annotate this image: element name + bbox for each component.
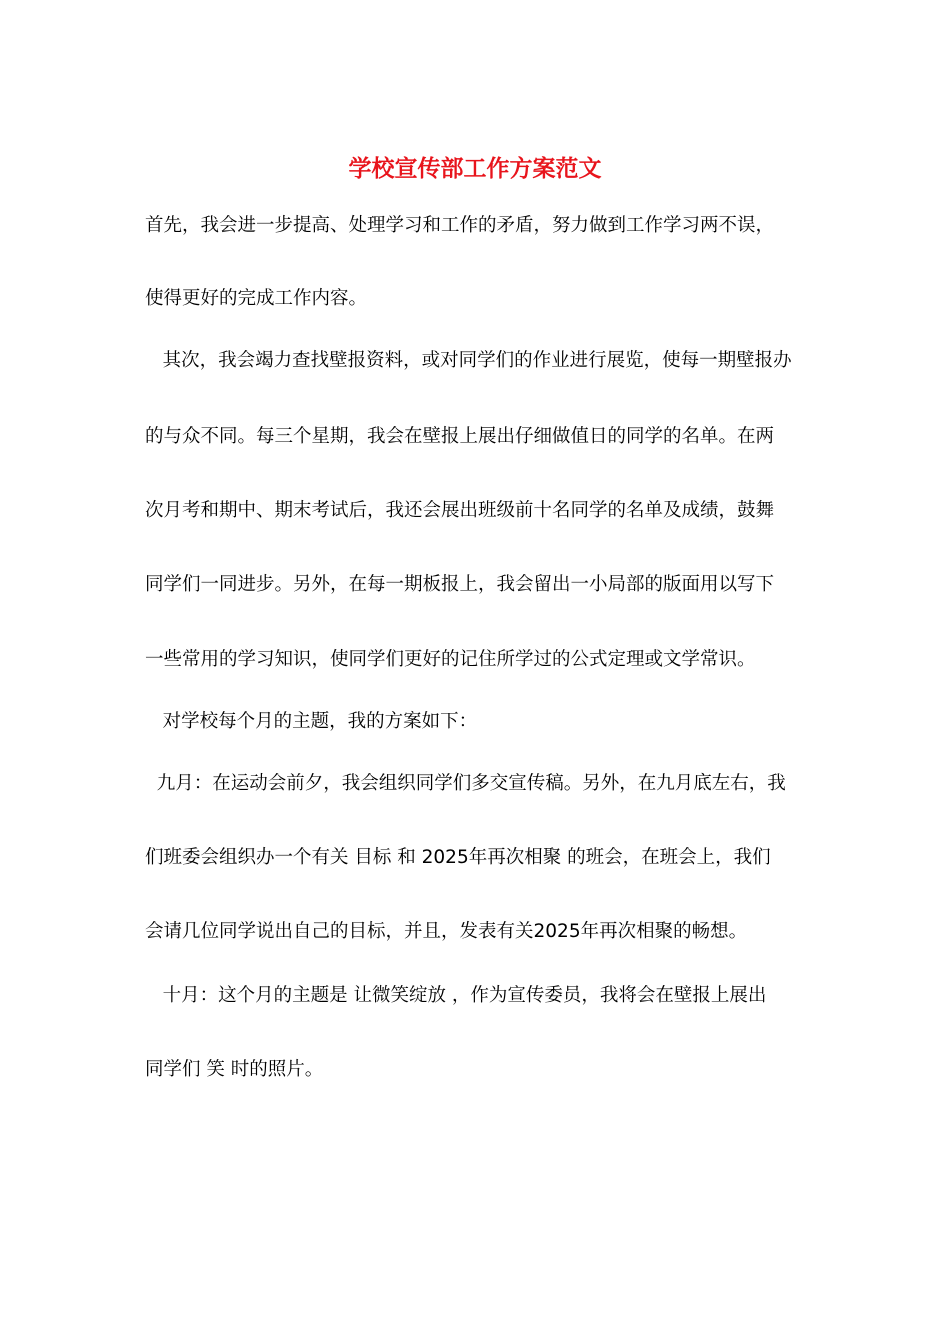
paragraph-line: 们班委会组织办一个有关 目标 和 2025年再次相聚 的班会，在班会上，我们 xyxy=(145,847,771,868)
paragraph-line: 使得更好的完成工作内容。 xyxy=(145,288,368,309)
paragraph-line: 一些常用的学习知识，使同学们更好的记住所学过的公式定理或文学常识。 xyxy=(145,649,756,670)
paragraph-line: 对学校每个月的主题，我的方案如下： xyxy=(145,711,478,732)
paragraph-line: 其次，我会竭力查找壁报资料，或对同学们的作业进行展览，使每一期壁报办 xyxy=(145,350,792,371)
document-title: 学校宣传部工作方案范文 xyxy=(348,155,602,182)
paragraph-line: 次月考和期中、期末考试后，我还会展出班级前十名同学的名单及成绩，鼓舞 xyxy=(145,500,775,521)
paragraph-line: 九月：在运动会前夕，我会组织同学们多交宣传稿。另外，在九月底左右，我 xyxy=(145,773,786,794)
paragraph-line: 同学们 笑 时的照片。 xyxy=(145,1059,324,1080)
paragraph-line: 首先，我会进一步提高、处理学习和工作的矛盾，努力做到工作学习两不误， xyxy=(145,215,775,236)
paragraph-line: 同学们一同进步。另外，在每一期板报上，我会留出一小局部的版面用以写下 xyxy=(145,574,775,595)
paragraph-line: 的与众不同。每三个星期，我会在壁报上展出仔细做值日的同学的名单。在两 xyxy=(145,426,775,447)
paragraph-line: 十月：这个月的主题是 让微笑绽放 ，作为宣传委员，我将会在壁报上展出 xyxy=(145,985,767,1006)
paragraph-line: 会请几位同学说出自己的目标，并且，发表有关2025年再次相聚的畅想。 xyxy=(145,921,748,942)
